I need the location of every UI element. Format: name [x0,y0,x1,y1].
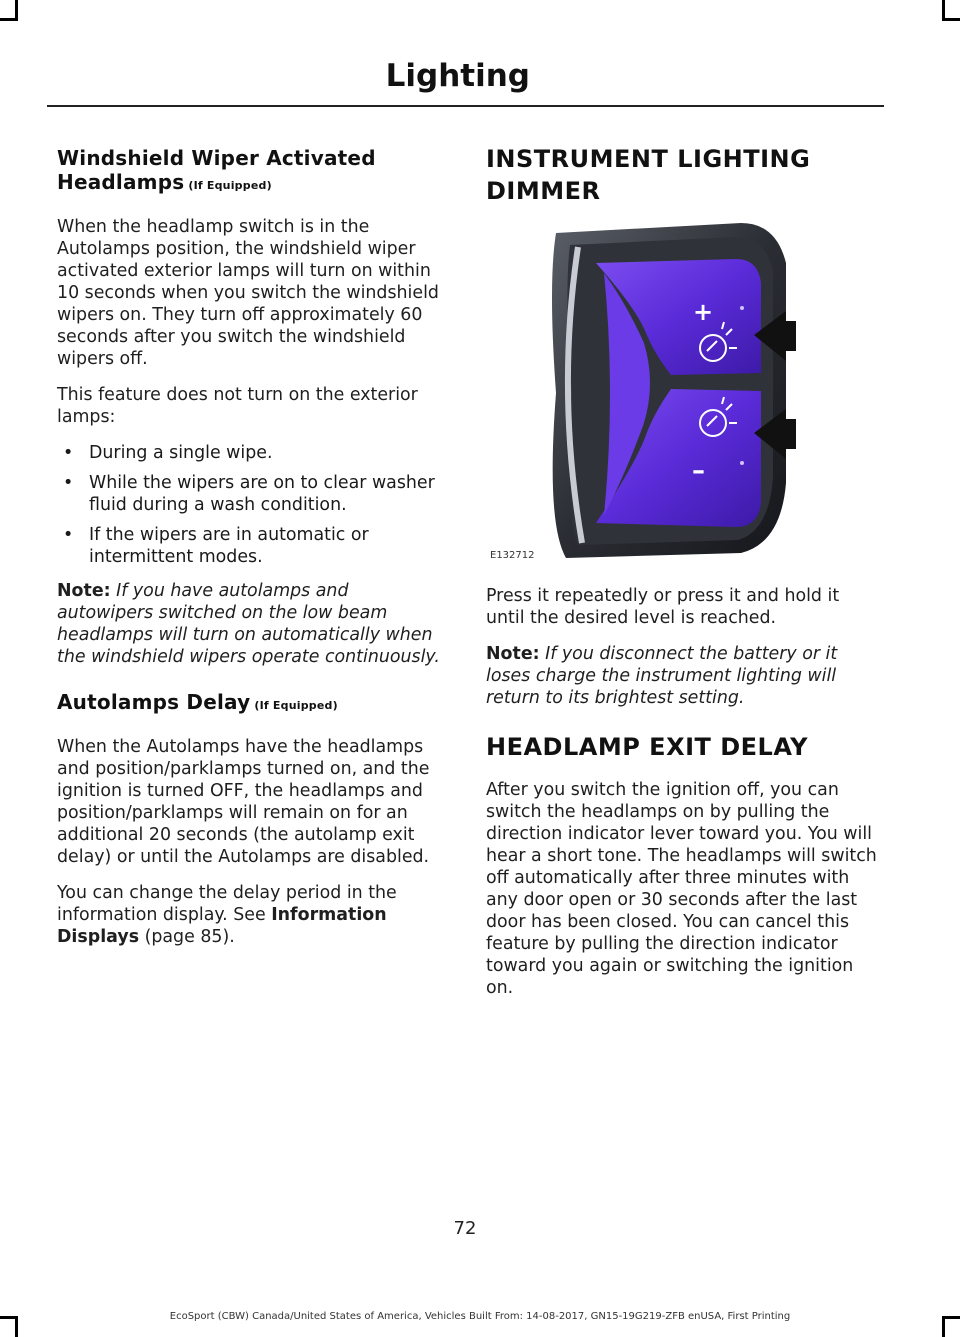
page-title: Lighting [385,58,530,94]
left-column [57,146,449,962]
footer-text: EcoSport (CBW) Canada/United States of America, Vehicles Built From: 14-08-2017, GN15-19G219-ZFB enUSA, First Printing [169,1311,791,1322]
note-label: Note: [57,581,111,601]
note-text: If you have autolamps and autowipers switched on the low beam headlamps will turn on automatically when the windshield wipers operate continuously. [57,581,440,667]
header-divider [47,105,884,107]
note-label: Note: [486,644,540,664]
section-heading-instrument-dimmer: INSTRUMENT LIGHTING DIMMER [486,145,811,205]
paragraph: After you switch the ignition off, you can switch the headlamps on by pulling the direction indicator lever toward you. You will hear a short tone. The headlamps will switch off automatically after three minutes with any door open or 30 seconds after the last door has been closed. You can cancel this feature by pulling the direction indicator toward you again or switching the ignition on. [486,780,877,998]
right-column [486,143,880,1013]
cross-reference-link[interactable]: Information Displays [57,905,387,947]
note-text: If you disconnect the battery or it loses charge the instrument lighting will return to its brightest setting. [486,644,838,708]
section-heading-autolamps-delay [57,690,449,718]
note [486,643,880,709]
if-equipped-label: (If Equipped) [184,179,272,192]
page-number: 72 [453,1218,477,1239]
dimmer-switch-illustration [486,223,816,563]
section-heading-wiper-headlamps [57,146,449,198]
paragraph: When the headlamp switch is in the Autolamps position, the windshield wiper activated exterior lamps will turn on within 10 seconds when you switch the windshield wipers on. They turn off approximately 60 seconds after you switch the windshield wipers off. [57,217,439,369]
figure-code: E132712 [490,550,535,561]
plus-sign: + [693,298,714,326]
paragraph: This feature does not turn on the exterior lamps: [57,385,418,427]
text: You can change the delay period in the information display. See [57,883,397,925]
text: (page 85). [139,927,235,947]
paragraph: Press it repeatedly or press it and hold it until the desired level is reached. [486,586,840,628]
bullet-list [57,442,449,568]
if-equipped-label: (If Equipped) [250,699,338,712]
crop-mark-top-left [0,0,18,21]
minus-sign: – [692,456,705,486]
list-item: • During a single wipe. [57,442,449,464]
note [57,580,449,668]
list-item: • While the wipers are on to clear washer fluid during a wash condition. [57,472,449,516]
paragraph [57,882,449,948]
paragraph: When the Autolamps have the headlamps and position/parklamps turned on, and the ignition is turned OFF, the headlamps and position/parklamps will remain on for an additional 20 seconds (the autolamp exit delay) or until the Autolamps are disabled. [57,737,430,867]
heading-text: Windshield Wiper Activated Headlamps [57,146,376,194]
crop-mark-top-right [942,0,960,21]
list-item: • If the wipers are in automatic or intermittent modes. [57,524,449,568]
heading-text: Autolamps Delay [57,690,251,714]
dimmer-switch-figure [486,223,816,563]
section-heading-headlamp-exit-delay: HEADLAMP EXIT DELAY [486,733,808,761]
